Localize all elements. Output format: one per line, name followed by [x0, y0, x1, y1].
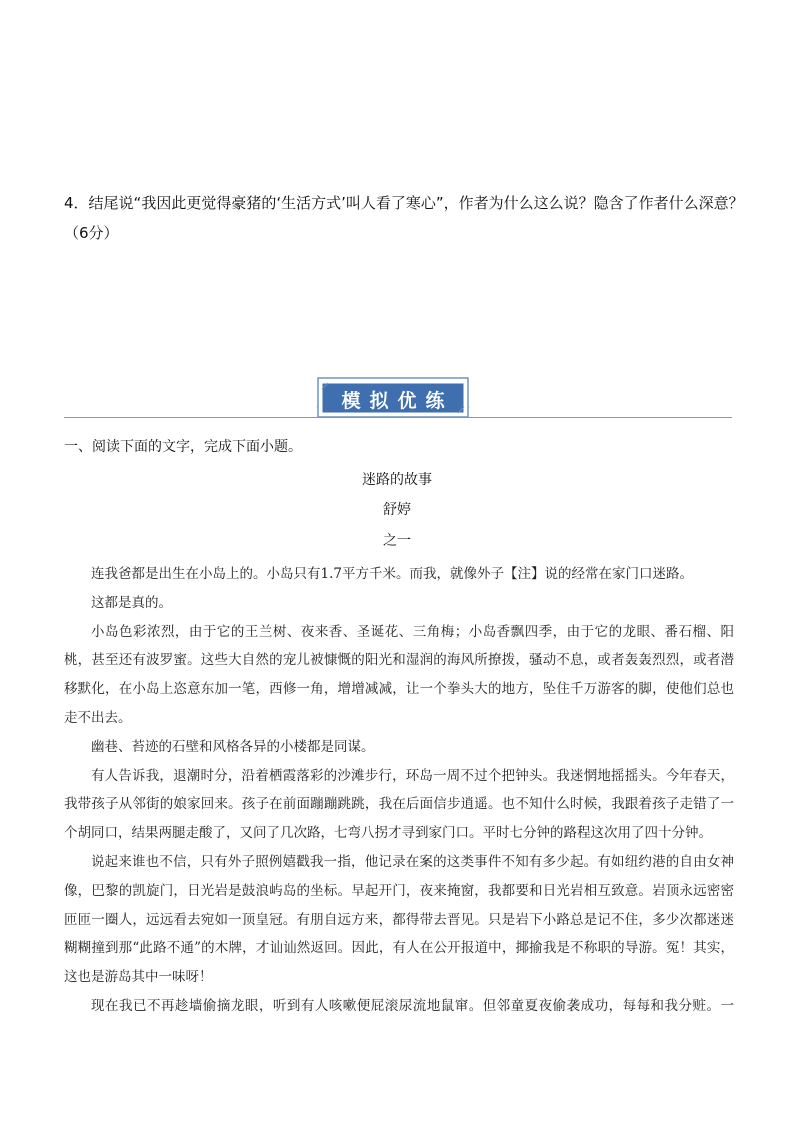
paragraph: 这都是真的。 — [91, 594, 172, 611]
paragraph: 有人告诉我，退潮时分，沿着栖霞落彩的沙滩步行，环岛一周不过个把钟头。我迷惘地摇摇头。今年春天，我带孩子从邻街的娘家回来。孩子在前面蹦蹦跳跳，我在后面信步逍遥。也不知什么时候，我跟着孩子走错了一个胡同口，结果两腿走酸了，又问了几次路，七弯八拐才寻到家门口。平时七分钟的路程这次用了四十分钟。 — [64, 767, 734, 842]
paragraph: 小岛色彩浓烈，由于它的王兰树、夜来香、圣诞花、三角梅；小岛香飘四季，由于它的龙眼、番石榴、阳桃，甚至还有波罗蜜。这些大自然的宠儿被慷慨的阳光和湿润的海风所撩拨，骚动不息，或者轰轰烈烈，或者潜移默化，在小岛上恣意东加一笔，西修一角，增增减减，让一个拳头大的地方，坠住千万游客的脚，使他们总也走不出去。 — [64, 623, 734, 726]
article-body — [64, 560, 734, 1021]
paragraph: 连我爸都是出生在小岛上的。小岛只有1.7平方千米。而我，就像外子【注】说的经常在家门口迷路。 — [91, 566, 693, 582]
paragraph: 现在我已不再趁墙偷摘龙眼，听到有人咳嗽便屁滚尿流地鼠窜。但邻童夏夜偷袭成功，每每和我分赃。一 — [91, 997, 734, 1014]
paragraph: 说起来谁也不信，只有外子照例嬉戳我一指，他记录在案的这类事件不知有多少起。有如纽约港的自由女神像，巴黎的凯旋门，日光岩是鼓浪屿岛的坐标。早起开门，夜来掩窗，我都要和日光岩相互致意。岩顶永远密密匝匝一圈人，远远看去宛如一顶皇冠。有朋自远方来，都得带去晋见。只是岩下小路总是记不住，多少次都迷迷糊糊撞到那“此路不通”的木牌，才讪讪然返回。因此，有人在公开报道中，揶揄我是不称职的导游。冤！其实，这也是游岛其中一味呀！ — [64, 853, 734, 986]
article-part-label: 之一 — [383, 533, 411, 549]
question-4-text: 4．结尾说“我因此更觉得豪猪的‘生活方式’叫人看了寒心”，作者为什么这么说？隐含了作者什么深意？ — [64, 194, 744, 212]
question-4 — [64, 188, 744, 248]
article-author: 舒婷 — [383, 502, 411, 518]
section-banner — [312, 377, 474, 419]
article-title: 迷路的故事 — [362, 472, 432, 488]
question-4-score: （6分） — [64, 224, 119, 242]
section-heading: 一、阅读下面的文字，完成下面小题。 — [64, 439, 302, 455]
paragraph: 幽巷、苔迹的石壁和风格各异的小楼都是同谋。 — [91, 738, 375, 755]
banner-title: 模拟优练 — [341, 389, 454, 412]
